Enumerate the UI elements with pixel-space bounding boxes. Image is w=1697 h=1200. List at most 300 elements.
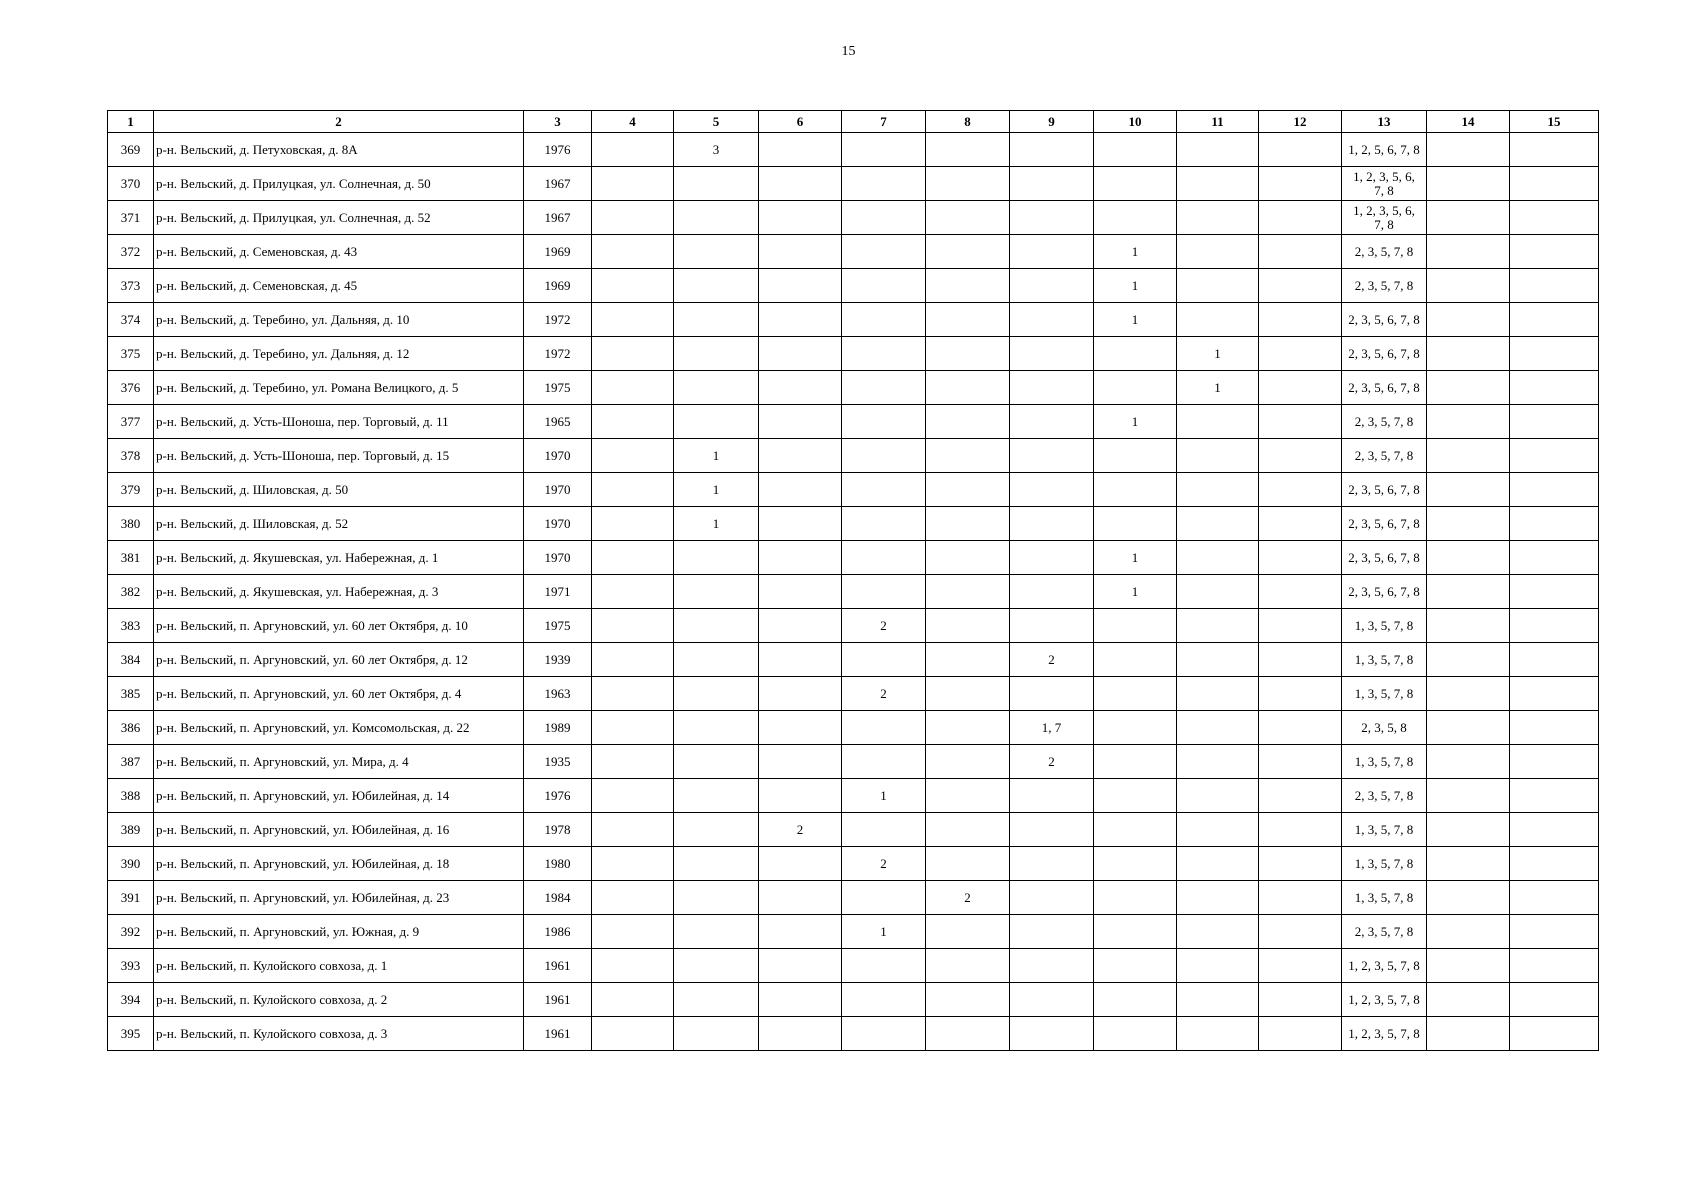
column-header-13: 13 [1342, 111, 1427, 133]
table-row [108, 881, 1599, 915]
row-number-cell: 390 [108, 847, 154, 881]
col15-cell [1510, 881, 1599, 915]
col5-cell [674, 847, 759, 881]
col6-cell [759, 303, 842, 337]
col7-cell [842, 813, 926, 847]
year-cell: 1961 [524, 1017, 592, 1051]
year-cell: 1961 [524, 983, 592, 1017]
col9-cell [1010, 201, 1094, 235]
year-cell: 1969 [524, 269, 592, 303]
col10-cell [1094, 167, 1177, 201]
col13-cell [1342, 167, 1427, 201]
col10-cell [1094, 949, 1177, 983]
col6-cell [759, 575, 842, 609]
col13-value: 2, 3, 5, 7, 8 [1354, 447, 1414, 463]
row-number-cell: 393 [108, 949, 154, 983]
table-row [108, 813, 1599, 847]
col10-cell [1094, 813, 1177, 847]
table-row [108, 337, 1599, 371]
registry-table [107, 110, 1599, 1051]
col15-cell [1510, 439, 1599, 473]
col14-cell [1427, 609, 1510, 643]
col11-cell: 1 [1177, 371, 1259, 405]
col4-cell [592, 133, 674, 167]
col5-cell [674, 677, 759, 711]
column-header-8: 8 [926, 111, 1010, 133]
address-cell: р-н. Вельский, п. Аргуновский, ул. 60 лет Октября, д. 10 [154, 609, 524, 643]
col13-cell [1342, 235, 1427, 269]
col14-cell [1427, 711, 1510, 745]
column-header-2: 2 [154, 111, 524, 133]
row-number-cell: 373 [108, 269, 154, 303]
table-row [108, 201, 1599, 235]
col9-cell [1010, 847, 1094, 881]
col11-cell: 1 [1177, 337, 1259, 371]
table-row [108, 745, 1599, 779]
page-number: 15 [841, 44, 856, 59]
col6-cell [759, 983, 842, 1017]
col12-cell [1259, 201, 1342, 235]
col4-cell [592, 235, 674, 269]
col12-cell [1259, 473, 1342, 507]
col13-cell [1342, 507, 1427, 541]
col9-cell [1010, 439, 1094, 473]
table-row [108, 847, 1599, 881]
col5-cell [674, 201, 759, 235]
year-cell: 1986 [524, 915, 592, 949]
col11-cell [1177, 303, 1259, 337]
col13-cell [1342, 745, 1427, 779]
col8-cell [926, 371, 1010, 405]
year-cell: 1970 [524, 473, 592, 507]
table-row [108, 643, 1599, 677]
table-row [108, 779, 1599, 813]
col12-cell [1259, 847, 1342, 881]
col11-cell [1177, 1017, 1259, 1051]
col13-cell [1342, 371, 1427, 405]
col6-cell [759, 473, 842, 507]
col6-cell [759, 133, 842, 167]
col10-cell [1094, 847, 1177, 881]
address-cell: р-н. Вельский, д. Прилуцкая, ул. Солнечная, д. 52 [154, 201, 524, 235]
col8-cell [926, 507, 1010, 541]
column-header-10: 10 [1094, 111, 1177, 133]
col6-cell [759, 881, 842, 915]
col15-cell [1510, 337, 1599, 371]
year-cell: 1972 [524, 303, 592, 337]
col10-cell: 1 [1094, 303, 1177, 337]
col8-cell [926, 405, 1010, 439]
col6-cell [759, 201, 842, 235]
column-header-4: 4 [592, 111, 674, 133]
col14-cell [1427, 201, 1510, 235]
col10-cell [1094, 439, 1177, 473]
col7-cell: 2 [842, 677, 926, 711]
year-cell: 1935 [524, 745, 592, 779]
col8-cell [926, 643, 1010, 677]
col13-cell [1342, 949, 1427, 983]
col10-cell [1094, 507, 1177, 541]
column-header-7: 7 [842, 111, 926, 133]
col14-cell [1427, 949, 1510, 983]
col5-cell [674, 269, 759, 303]
row-number-cell: 392 [108, 915, 154, 949]
col7-cell [842, 983, 926, 1017]
col4-cell [592, 201, 674, 235]
col7-cell [842, 201, 926, 235]
col15-cell [1510, 167, 1599, 201]
col5-cell [674, 983, 759, 1017]
col13-value: 1, 2, 3, 5, 6, 7, 8 [1353, 202, 1415, 232]
col11-cell [1177, 609, 1259, 643]
row-number-cell: 370 [108, 167, 154, 201]
col12-cell [1259, 949, 1342, 983]
table-body [108, 133, 1599, 1051]
year-cell: 1970 [524, 541, 592, 575]
col13-cell [1342, 677, 1427, 711]
column-header-9: 9 [1010, 111, 1094, 133]
col14-cell [1427, 507, 1510, 541]
col15-cell [1510, 1017, 1599, 1051]
column-header-3: 3 [524, 111, 592, 133]
row-number-cell: 382 [108, 575, 154, 609]
col7-cell [842, 405, 926, 439]
col11-cell [1177, 881, 1259, 915]
col15-cell [1510, 303, 1599, 337]
address-cell: р-н. Вельский, п. Аргуновский, ул. 60 лет Октября, д. 4 [154, 677, 524, 711]
col5-cell [674, 915, 759, 949]
col10-cell: 1 [1094, 541, 1177, 575]
col10-cell [1094, 201, 1177, 235]
row-number-cell: 379 [108, 473, 154, 507]
col9-cell [1010, 813, 1094, 847]
col8-cell [926, 541, 1010, 575]
col12-cell [1259, 745, 1342, 779]
col13-cell [1342, 813, 1427, 847]
col8-cell [926, 337, 1010, 371]
col14-cell [1427, 677, 1510, 711]
col15-cell [1510, 371, 1599, 405]
address-cell: р-н. Вельский, п. Аргуновский, ул. Мира, д. 4 [154, 745, 524, 779]
col5-cell [674, 881, 759, 915]
address-cell: р-н. Вельский, п. Аргуновский, ул. Юбилейная, д. 14 [154, 779, 524, 813]
col14-cell [1427, 473, 1510, 507]
address-cell: р-н. Вельский, п. Аргуновский, ул. Юбилейная, д. 18 [154, 847, 524, 881]
col11-cell [1177, 779, 1259, 813]
col6-cell [759, 915, 842, 949]
col6-cell [759, 949, 842, 983]
col8-cell [926, 847, 1010, 881]
col6-cell [759, 507, 842, 541]
col8-cell [926, 473, 1010, 507]
col15-cell [1510, 541, 1599, 575]
col11-cell [1177, 167, 1259, 201]
col11-cell [1177, 473, 1259, 507]
col7-cell [842, 337, 926, 371]
col12-cell [1259, 439, 1342, 473]
col14-cell [1427, 881, 1510, 915]
col7-cell [842, 439, 926, 473]
col10-cell: 1 [1094, 269, 1177, 303]
col11-cell [1177, 507, 1259, 541]
col12-cell [1259, 371, 1342, 405]
col6-cell [759, 235, 842, 269]
col10-cell: 1 [1094, 235, 1177, 269]
address-cell: р-н. Вельский, д. Прилуцкая, ул. Солнечная, д. 50 [154, 167, 524, 201]
col7-cell [842, 575, 926, 609]
col7-cell [842, 745, 926, 779]
col8-cell [926, 745, 1010, 779]
address-cell: р-н. Вельский, д. Семеновская, д. 43 [154, 235, 524, 269]
col9-cell [1010, 371, 1094, 405]
col5-cell [674, 609, 759, 643]
row-number-cell: 372 [108, 235, 154, 269]
address-cell: р-н. Вельский, д. Усть-Шоноша, пер. Торговый, д. 15 [154, 439, 524, 473]
col7-cell [842, 303, 926, 337]
col12-cell [1259, 677, 1342, 711]
col13-value: 1, 3, 5, 7, 8 [1354, 651, 1414, 667]
col4-cell [592, 167, 674, 201]
address-cell: р-н. Вельский, д. Шиловская, д. 50 [154, 473, 524, 507]
header-row [108, 111, 1599, 133]
col4-cell [592, 439, 674, 473]
col7-cell [842, 167, 926, 201]
address-cell: р-н. Вельский, д. Якушевская, ул. Набережная, д. 1 [154, 541, 524, 575]
col15-cell [1510, 711, 1599, 745]
col12-cell [1259, 881, 1342, 915]
column-header-12: 12 [1259, 111, 1342, 133]
col5-cell: 1 [674, 439, 759, 473]
col11-cell [1177, 847, 1259, 881]
col10-cell [1094, 711, 1177, 745]
year-cell: 1971 [524, 575, 592, 609]
col5-cell [674, 575, 759, 609]
col7-cell: 2 [842, 847, 926, 881]
col10-cell [1094, 133, 1177, 167]
col9-cell [1010, 949, 1094, 983]
col13-cell [1342, 575, 1427, 609]
col13-cell [1342, 269, 1427, 303]
col15-cell [1510, 269, 1599, 303]
col14-cell [1427, 813, 1510, 847]
col4-cell [592, 915, 674, 949]
col9-cell: 2 [1010, 745, 1094, 779]
col7-cell: 1 [842, 915, 926, 949]
col6-cell [759, 643, 842, 677]
col12-cell [1259, 609, 1342, 643]
col15-cell [1510, 473, 1599, 507]
col9-cell: 2 [1010, 643, 1094, 677]
col11-cell [1177, 439, 1259, 473]
col10-cell: 1 [1094, 575, 1177, 609]
col14-cell [1427, 439, 1510, 473]
col13-cell [1342, 201, 1427, 235]
col12-cell [1259, 303, 1342, 337]
col13-value: 1, 3, 5, 7, 8 [1354, 685, 1414, 701]
col8-cell [926, 1017, 1010, 1051]
col9-cell [1010, 575, 1094, 609]
col15-cell [1510, 609, 1599, 643]
col7-cell: 1 [842, 779, 926, 813]
col12-cell [1259, 133, 1342, 167]
col12-cell [1259, 813, 1342, 847]
col13-value: 2, 3, 5, 7, 8 [1354, 243, 1414, 259]
col9-cell [1010, 303, 1094, 337]
col9-cell [1010, 167, 1094, 201]
col13-cell [1342, 1017, 1427, 1051]
col14-cell [1427, 405, 1510, 439]
row-number-cell: 386 [108, 711, 154, 745]
address-cell: р-н. Вельский, д. Теребино, ул. Дальняя, д. 12 [154, 337, 524, 371]
address-cell: р-н. Вельский, д. Шиловская, д. 52 [154, 507, 524, 541]
col15-cell [1510, 915, 1599, 949]
col13-cell [1342, 609, 1427, 643]
row-number-cell: 369 [108, 133, 154, 167]
col6-cell [759, 269, 842, 303]
col15-cell [1510, 949, 1599, 983]
col7-cell [842, 949, 926, 983]
col8-cell [926, 813, 1010, 847]
col4-cell [592, 473, 674, 507]
col9-cell: 1, 7 [1010, 711, 1094, 745]
col8-cell [926, 439, 1010, 473]
col8-cell [926, 201, 1010, 235]
col12-cell [1259, 643, 1342, 677]
col10-cell [1094, 337, 1177, 371]
col13-value: 1, 3, 5, 7, 8 [1354, 617, 1414, 633]
col10-cell [1094, 779, 1177, 813]
col4-cell [592, 269, 674, 303]
col15-cell [1510, 745, 1599, 779]
col14-cell [1427, 303, 1510, 337]
col7-cell [842, 643, 926, 677]
col13-value: 2, 3, 5, 6, 7, 8 [1348, 481, 1420, 497]
col5-cell [674, 779, 759, 813]
col11-cell [1177, 201, 1259, 235]
col7-cell: 2 [842, 609, 926, 643]
column-header-6: 6 [759, 111, 842, 133]
col4-cell [592, 643, 674, 677]
col14-cell [1427, 167, 1510, 201]
col4-cell [592, 575, 674, 609]
col15-cell [1510, 983, 1599, 1017]
col9-cell [1010, 507, 1094, 541]
col13-value: 2, 3, 5, 6, 7, 8 [1348, 515, 1420, 531]
col14-cell [1427, 371, 1510, 405]
address-cell: р-н. Вельский, д. Якушевская, ул. Набережная, д. 3 [154, 575, 524, 609]
col11-cell [1177, 745, 1259, 779]
table-row [108, 609, 1599, 643]
col8-cell [926, 609, 1010, 643]
row-number-cell: 384 [108, 643, 154, 677]
col12-cell [1259, 269, 1342, 303]
col10-cell: 1 [1094, 405, 1177, 439]
col4-cell [592, 405, 674, 439]
col12-cell [1259, 405, 1342, 439]
col14-cell [1427, 337, 1510, 371]
table-row [108, 439, 1599, 473]
col10-cell [1094, 915, 1177, 949]
col13-value: 2, 3, 5, 6, 7, 8 [1348, 583, 1420, 599]
col4-cell [592, 745, 674, 779]
year-cell: 1967 [524, 201, 592, 235]
col12-cell [1259, 337, 1342, 371]
col9-cell [1010, 779, 1094, 813]
col13-cell [1342, 881, 1427, 915]
col6-cell [759, 371, 842, 405]
col14-cell [1427, 915, 1510, 949]
table-row [108, 677, 1599, 711]
table-row [108, 405, 1599, 439]
col11-cell [1177, 949, 1259, 983]
col9-cell [1010, 881, 1094, 915]
col13-value: 1, 3, 5, 7, 8 [1354, 753, 1414, 769]
col12-cell [1259, 507, 1342, 541]
col14-cell [1427, 983, 1510, 1017]
col8-cell [926, 575, 1010, 609]
col13-cell [1342, 915, 1427, 949]
col7-cell [842, 473, 926, 507]
col7-cell [842, 541, 926, 575]
col13-cell [1342, 405, 1427, 439]
row-number-cell: 388 [108, 779, 154, 813]
col13-value: 1, 2, 3, 5, 7, 8 [1348, 1025, 1420, 1041]
col14-cell [1427, 847, 1510, 881]
col13-value: 2, 3, 5, 6, 7, 8 [1348, 311, 1420, 327]
col9-cell [1010, 1017, 1094, 1051]
col5-cell: 3 [674, 133, 759, 167]
col4-cell [592, 949, 674, 983]
address-cell: р-н. Вельский, п. Кулойского совхоза, д. 3 [154, 1017, 524, 1051]
col6-cell [759, 405, 842, 439]
table-row [108, 949, 1599, 983]
col8-cell [926, 167, 1010, 201]
col7-cell [842, 371, 926, 405]
col5-cell: 1 [674, 507, 759, 541]
col13-value: 2, 3, 5, 6, 7, 8 [1348, 379, 1420, 395]
row-number-cell: 394 [108, 983, 154, 1017]
year-cell: 1939 [524, 643, 592, 677]
col15-cell [1510, 813, 1599, 847]
col12-cell [1259, 711, 1342, 745]
col12-cell [1259, 1017, 1342, 1051]
col15-cell [1510, 643, 1599, 677]
col11-cell [1177, 405, 1259, 439]
table-row [108, 269, 1599, 303]
col5-cell [674, 371, 759, 405]
col15-cell [1510, 133, 1599, 167]
address-cell: р-н. Вельский, п. Аргуновский, ул. Юбилейная, д. 23 [154, 881, 524, 915]
col7-cell [842, 235, 926, 269]
year-cell: 1972 [524, 337, 592, 371]
col12-cell [1259, 235, 1342, 269]
row-number-cell: 371 [108, 201, 154, 235]
col5-cell: 1 [674, 473, 759, 507]
row-number-cell: 378 [108, 439, 154, 473]
col11-cell [1177, 677, 1259, 711]
col4-cell [592, 813, 674, 847]
row-number-cell: 374 [108, 303, 154, 337]
col15-cell [1510, 847, 1599, 881]
year-cell: 1963 [524, 677, 592, 711]
col13-value: 2, 3, 5, 6, 7, 8 [1348, 345, 1420, 361]
col10-cell [1094, 371, 1177, 405]
col10-cell [1094, 473, 1177, 507]
col13-value: 1, 3, 5, 7, 8 [1354, 889, 1414, 905]
col5-cell [674, 1017, 759, 1051]
col13-value: 2, 3, 5, 6, 7, 8 [1348, 549, 1420, 565]
address-cell: р-н. Вельский, д. Семеновская, д. 45 [154, 269, 524, 303]
